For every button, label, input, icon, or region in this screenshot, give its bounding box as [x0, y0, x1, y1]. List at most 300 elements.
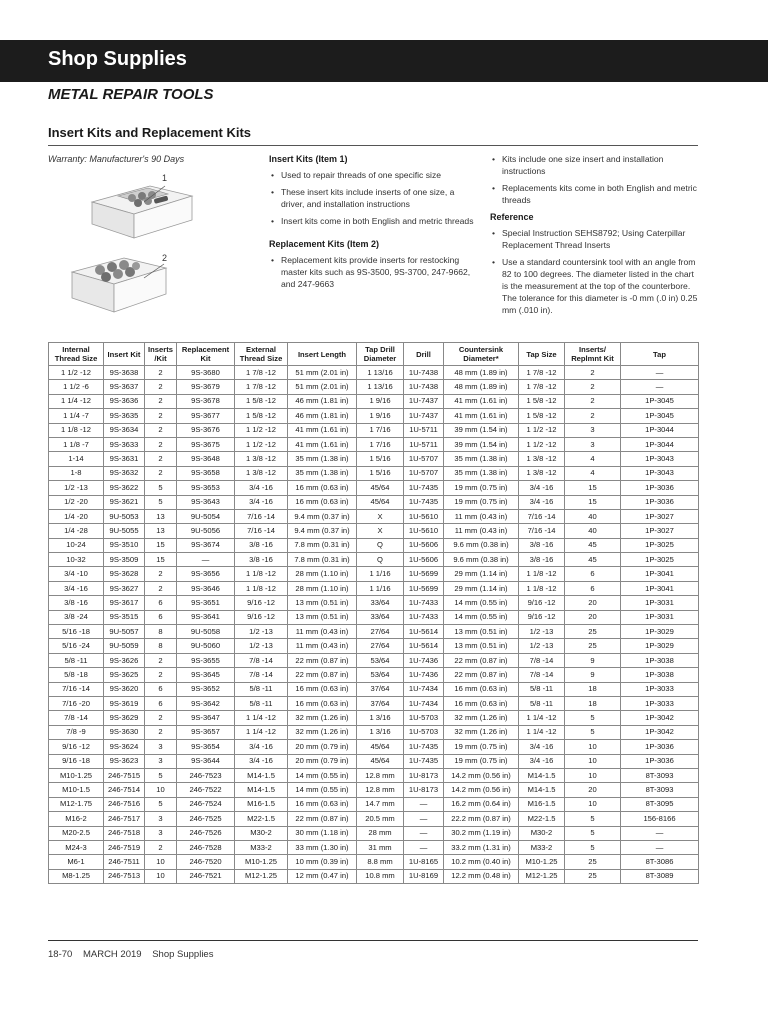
- table-cell: 45: [565, 553, 621, 567]
- table-cell: 18: [565, 682, 621, 696]
- table-cell: 10-24: [49, 538, 104, 552]
- table-cell: 3/8 -24: [49, 610, 104, 624]
- table-cell: 19 mm (0.75 in): [444, 754, 519, 768]
- table-cell: 1 7/16: [357, 437, 404, 451]
- table-cell: 19 mm (0.75 in): [444, 740, 519, 754]
- table-cell: 10.8 mm: [357, 869, 404, 883]
- table-cell: 25: [565, 855, 621, 869]
- table-cell: 9/16 -18: [49, 754, 104, 768]
- table-cell: 35 mm (1.38 in): [444, 466, 519, 480]
- table-cell: 1U-7438: [404, 380, 444, 394]
- table-cell: 9S-3680: [177, 366, 235, 380]
- table-cell: 15: [565, 481, 621, 495]
- table-cell: 20: [565, 610, 621, 624]
- table-cell: 1U-7435: [404, 495, 444, 509]
- divider: [48, 145, 698, 146]
- table-cell: 1U-5614: [404, 625, 444, 639]
- table-cell: 11 mm (0.43 in): [444, 524, 519, 538]
- table-cell: M10-1.25: [49, 768, 104, 782]
- table-cell: 10: [565, 740, 621, 754]
- table-cell: 5: [565, 711, 621, 725]
- table-row: [49, 509, 699, 523]
- table-cell: 1/2 -13: [49, 481, 104, 495]
- table-cell: 16 mm (0.63 in): [288, 481, 357, 495]
- table-cell: 1P-3036: [621, 481, 699, 495]
- table-cell: 1 7/8 -12: [519, 380, 565, 394]
- table-cell: 22 mm (0.87 in): [288, 668, 357, 682]
- table-cell: 1U-7438: [404, 366, 444, 380]
- table-cell: 3: [565, 423, 621, 437]
- table-cell: 1 1/2 -12: [235, 423, 288, 437]
- table-cell: M10-1.5: [49, 783, 104, 797]
- table-cell: 1 1/2 -12: [235, 437, 288, 451]
- table-cell: 9/16 -12: [235, 596, 288, 610]
- table-cell: 30.2 mm (1.19 in): [444, 826, 519, 840]
- table-cell: 1P-3036: [621, 740, 699, 754]
- column-header: Internal Thread Size: [49, 343, 104, 366]
- table-cell: 3/8 -16: [235, 538, 288, 552]
- table-cell: 11 mm (0.43 in): [288, 625, 357, 639]
- table-cell: 28 mm (1.10 in): [288, 567, 357, 581]
- table-cell: 30 mm (1.18 in): [288, 826, 357, 840]
- table-cell: 7.8 mm (0.31 in): [288, 553, 357, 567]
- table-cell: 16 mm (0.63 in): [444, 696, 519, 710]
- table-cell: 5/16 -18: [49, 625, 104, 639]
- table-cell: 1U-7436: [404, 653, 444, 667]
- table-cell: 9S-3510: [104, 538, 145, 552]
- table-cell: 1U-5707: [404, 452, 444, 466]
- table-cell: 6: [145, 682, 177, 696]
- table-cell: 19 mm (0.75 in): [444, 495, 519, 509]
- callout-line-1: [140, 184, 170, 204]
- table-cell: 1 3/8 -12: [235, 452, 288, 466]
- table-cell: 46 mm (1.81 in): [288, 409, 357, 423]
- table-cell: 31 mm: [357, 840, 404, 854]
- table-cell: M12-1.75: [49, 797, 104, 811]
- table-cell: 35 mm (1.38 in): [288, 452, 357, 466]
- list-item: • Insert kits come in both English and metric threads: [269, 215, 479, 227]
- table-cell: 1 13/16: [357, 366, 404, 380]
- table-cell: 9S-3653: [177, 481, 235, 495]
- footer-section: Shop Supplies: [152, 949, 214, 960]
- column-header: Inserts/ Replmnt Kit: [565, 343, 621, 366]
- table-cell: 6: [565, 581, 621, 595]
- table-cell: 4: [565, 452, 621, 466]
- table-cell: 2: [565, 394, 621, 408]
- table-cell: 1 1/8 -7: [49, 437, 104, 451]
- table-cell: 20: [565, 596, 621, 610]
- table-cell: 3/4 -16: [235, 740, 288, 754]
- table-cell: M14-1.5: [235, 768, 288, 782]
- table-cell: 1U-5614: [404, 639, 444, 653]
- table-cell: 1 1/4 -7: [49, 409, 104, 423]
- table-cell: 9S-3633: [104, 437, 145, 451]
- table-row: [49, 466, 699, 480]
- table-cell: 246-7525: [177, 812, 235, 826]
- table-cell: 1U-7435: [404, 740, 444, 754]
- table-cell: 3/4 -10: [49, 567, 104, 581]
- table-cell: X: [357, 524, 404, 538]
- table-cell: 45/64: [357, 740, 404, 754]
- table-cell: M10-1.25: [235, 855, 288, 869]
- table-cell: —: [621, 826, 699, 840]
- table-cell: 33.2 mm (1.31 in): [444, 840, 519, 854]
- table-cell: 1U-5610: [404, 509, 444, 523]
- table-cell: 7/8 -14: [235, 668, 288, 682]
- table-cell: 9U-5054: [177, 509, 235, 523]
- table-row: [49, 696, 699, 710]
- table-cell: 20: [565, 783, 621, 797]
- table-cell: 1 1/8 -12: [519, 567, 565, 581]
- table-cell: 5: [565, 826, 621, 840]
- table-cell: 246-7524: [177, 797, 235, 811]
- table-cell: 2: [145, 452, 177, 466]
- table-cell: 16 mm (0.63 in): [444, 682, 519, 696]
- table-cell: 1P-3038: [621, 653, 699, 667]
- table-cell: 8.8 mm: [357, 855, 404, 869]
- table-cell: 1P-3025: [621, 538, 699, 552]
- table-cell: 7/8 -9: [49, 725, 104, 739]
- table-cell: 2: [145, 711, 177, 725]
- table-cell: 7/16 -14: [49, 682, 104, 696]
- table-cell: 2: [565, 380, 621, 394]
- table-cell: 53/64: [357, 668, 404, 682]
- page-header-title: Shop Supplies: [48, 48, 187, 70]
- table-cell: 48 mm (1.89 in): [444, 366, 519, 380]
- table-cell: 9S-3637: [104, 380, 145, 394]
- table-cell: 2: [565, 366, 621, 380]
- table-cell: 9/16 -12: [49, 740, 104, 754]
- table-cell: 8T-3095: [621, 797, 699, 811]
- section-title: METAL REPAIR TOOLS: [48, 86, 214, 103]
- table-cell: 35 mm (1.38 in): [288, 466, 357, 480]
- table-cell: 1/2 -13: [235, 625, 288, 639]
- table-row: [49, 639, 699, 653]
- column-header: Tap Size: [519, 343, 565, 366]
- table-cell: 9S-3630: [104, 725, 145, 739]
- table-cell: 1U-7434: [404, 696, 444, 710]
- table-row: [49, 366, 699, 380]
- table-cell: 156-8166: [621, 812, 699, 826]
- footer-date: MARCH 2019: [82, 949, 142, 960]
- table-cell: 5: [145, 768, 177, 782]
- table-row: [49, 481, 699, 495]
- table-cell: 7/16 -20: [49, 696, 104, 710]
- table-cell: 5/8 -11: [519, 696, 565, 710]
- table-cell: 9S-3626: [104, 653, 145, 667]
- column-header: Replacement Kit: [177, 343, 235, 366]
- table-cell: 9/16 -12: [235, 610, 288, 624]
- column-header: Insert Kit: [104, 343, 145, 366]
- table-cell: 6: [565, 567, 621, 581]
- table-cell: 2: [145, 840, 177, 854]
- table-cell: 5: [145, 495, 177, 509]
- table-cell: —: [404, 826, 444, 840]
- table-cell: 1P-3042: [621, 725, 699, 739]
- table-cell: 9S-3641: [177, 610, 235, 624]
- table-cell: 1U-5610: [404, 524, 444, 538]
- table-cell: 246-7521: [177, 869, 235, 883]
- table-cell: 16 mm (0.63 in): [288, 696, 357, 710]
- insert-kits-heading: Insert Kits (Item 1): [269, 154, 348, 164]
- column-header: Tap: [621, 343, 699, 366]
- table-cell: 9S-3644: [177, 754, 235, 768]
- table-cell: 3/4 -16: [519, 495, 565, 509]
- table-cell: 1P-3045: [621, 409, 699, 423]
- table-row: [49, 380, 699, 394]
- table-cell: 9S-3627: [104, 581, 145, 595]
- table-row: [49, 725, 699, 739]
- column-header: Inserts /Kit: [145, 343, 177, 366]
- table-cell: 1P-3036: [621, 754, 699, 768]
- table-cell: 5: [565, 725, 621, 739]
- table-cell: 2: [145, 380, 177, 394]
- table-cell: 9.4 mm (0.37 in): [288, 509, 357, 523]
- table-cell: 51 mm (2.01 in): [288, 380, 357, 394]
- table-cell: 1 9/16: [357, 409, 404, 423]
- table-cell: Q: [357, 553, 404, 567]
- table-cell: —: [404, 812, 444, 826]
- table-cell: 32 mm (1.26 in): [444, 725, 519, 739]
- table-cell: 2: [145, 366, 177, 380]
- table-cell: 13: [145, 524, 177, 538]
- replacement-kits-heading: Replacement Kits (Item 2): [269, 239, 380, 249]
- table-cell: 1 1/4 -12: [49, 394, 104, 408]
- table-cell: 39 mm (1.54 in): [444, 423, 519, 437]
- list-item: • Kits include one size insert and installation instructions: [490, 153, 700, 177]
- table-cell: 1 1/4 -12: [235, 725, 288, 739]
- table-cell: 1 1/2 -12: [519, 423, 565, 437]
- table-cell: 22 mm (0.87 in): [288, 812, 357, 826]
- table-cell: 37/64: [357, 682, 404, 696]
- table-cell: 5/8 -11: [49, 653, 104, 667]
- table-cell: 5: [565, 840, 621, 854]
- table-cell: 12.2 mm (0.48 in): [444, 869, 519, 883]
- table-row: [49, 553, 699, 567]
- table-cell: 1U-7435: [404, 481, 444, 495]
- table-cell: 5/8 -18: [49, 668, 104, 682]
- table-cell: 9/16 -12: [519, 610, 565, 624]
- table-cell: 1 3/16: [357, 711, 404, 725]
- table-cell: 3: [145, 754, 177, 768]
- table-row: [49, 538, 699, 552]
- table-cell: 1 3/8 -12: [519, 466, 565, 480]
- table-cell: 1P-3031: [621, 610, 699, 624]
- table-cell: 1P-3043: [621, 452, 699, 466]
- table-cell: 7/8 -14: [235, 653, 288, 667]
- table-cell: 1 1/4 -12: [235, 711, 288, 725]
- table-cell: 45/64: [357, 754, 404, 768]
- table-cell: 9S-3629: [104, 711, 145, 725]
- table-cell: 15: [145, 553, 177, 567]
- table-cell: 9S-3657: [177, 725, 235, 739]
- table-cell: 5/8 -11: [519, 682, 565, 696]
- table-cell: 3/8 -16: [519, 538, 565, 552]
- table-cell: M30-2: [519, 826, 565, 840]
- table-cell: 9S-3515: [104, 610, 145, 624]
- table-cell: 1 9/16: [357, 394, 404, 408]
- table-cell: 1P-3029: [621, 639, 699, 653]
- table-cell: 41 mm (1.61 in): [288, 437, 357, 451]
- table-cell: 1P-3027: [621, 524, 699, 538]
- table-cell: 1 3/16: [357, 725, 404, 739]
- table-cell: 1U-8173: [404, 783, 444, 797]
- table-cell: 3/8 -16: [519, 553, 565, 567]
- table-cell: 14.2 mm (0.56 in): [444, 783, 519, 797]
- table-cell: 1U-5606: [404, 538, 444, 552]
- table-cell: 48 mm (1.89 in): [444, 380, 519, 394]
- table-cell: 10.2 mm (0.40 in): [444, 855, 519, 869]
- parts-table-body: [49, 366, 699, 884]
- table-cell: 2: [145, 725, 177, 739]
- table-row: [49, 524, 699, 538]
- table-cell: 9S-3677: [177, 409, 235, 423]
- table-cell: 11 mm (0.43 in): [288, 639, 357, 653]
- table-cell: 3/4 -16: [235, 754, 288, 768]
- table-cell: M8-1.25: [49, 869, 104, 883]
- table-cell: 10: [565, 797, 621, 811]
- table-cell: 5: [145, 797, 177, 811]
- table-cell: 2: [145, 437, 177, 451]
- table-cell: M22-1.5: [519, 812, 565, 826]
- table-cell: 29 mm (1.14 in): [444, 567, 519, 581]
- table-cell: 3: [145, 740, 177, 754]
- table-cell: 1-14: [49, 452, 104, 466]
- table-cell: M33-2: [235, 840, 288, 854]
- table-cell: X: [357, 509, 404, 523]
- table-cell: 1 7/8 -12: [235, 366, 288, 380]
- table-row: [49, 754, 699, 768]
- table-cell: 1P-3041: [621, 567, 699, 581]
- table-row: [49, 625, 699, 639]
- table-cell: 1 1/8 -12: [519, 581, 565, 595]
- table-cell: 20.5 mm: [357, 812, 404, 826]
- table-cell: 1 5/8 -12: [519, 394, 565, 408]
- table-cell: 246-7528: [177, 840, 235, 854]
- table-row: [49, 812, 699, 826]
- table-cell: 32 mm (1.26 in): [444, 711, 519, 725]
- table-cell: 8T-3089: [621, 869, 699, 883]
- table-cell: 2: [145, 423, 177, 437]
- table-cell: 1 5/8 -12: [235, 409, 288, 423]
- warranty-note: Warranty: Manufacturer's 90 Days: [48, 154, 185, 164]
- table-cell: 9S-3619: [104, 696, 145, 710]
- table-cell: 1 1/8 -12: [235, 567, 288, 581]
- table-cell: 25: [565, 639, 621, 653]
- table-cell: 2: [145, 394, 177, 408]
- table-cell: 13: [145, 509, 177, 523]
- table-cell: 53/64: [357, 653, 404, 667]
- table-cell: 9S-3625: [104, 668, 145, 682]
- footer-divider: [48, 940, 698, 941]
- table-cell: 1 3/8 -12: [519, 452, 565, 466]
- table-cell: 1P-3027: [621, 509, 699, 523]
- table-row: [49, 668, 699, 682]
- table-cell: 9S-3645: [177, 668, 235, 682]
- table-cell: 2: [145, 668, 177, 682]
- table-cell: 10: [145, 783, 177, 797]
- table-row: [49, 869, 699, 883]
- subsection-title: Insert Kits and Replacement Kits: [48, 125, 251, 140]
- table-cell: 1U-8173: [404, 768, 444, 782]
- list-item: • Replacements kits come in both English and metric threads: [490, 182, 700, 206]
- table-cell: 13 mm (0.51 in): [288, 596, 357, 610]
- table-cell: 9S-3620: [104, 682, 145, 696]
- table-cell: 1 3/8 -12: [235, 466, 288, 480]
- table-cell: 10: [145, 869, 177, 883]
- table-cell: Q: [357, 538, 404, 552]
- table-cell: 9S-3658: [177, 466, 235, 480]
- table-cell: 25: [565, 625, 621, 639]
- list-item: • Use a standard countersink tool with an angle from 82 to 100 degrees. The diameter listed in the chart is the measurement at the top of the counterbore. The tolerance for this diameter is -0 mm (.0 in) 0.25 mm (.010 in).: [490, 256, 700, 316]
- table-cell: 9S-3636: [104, 394, 145, 408]
- table-cell: 246-7520: [177, 855, 235, 869]
- table-row: [49, 783, 699, 797]
- table-cell: —: [621, 366, 699, 380]
- table-cell: 1/2 -20: [49, 495, 104, 509]
- table-cell: 246-7523: [177, 768, 235, 782]
- table-cell: 16.2 mm (0.64 in): [444, 797, 519, 811]
- table-cell: 7.8 mm (0.31 in): [288, 538, 357, 552]
- table-cell: 32 mm (1.26 in): [288, 725, 357, 739]
- table-cell: 15: [565, 495, 621, 509]
- table-cell: M6-1: [49, 855, 104, 869]
- table-cell: 8: [145, 625, 177, 639]
- table-cell: 28 mm: [357, 826, 404, 840]
- table-cell: 41 mm (1.61 in): [444, 409, 519, 423]
- table-cell: 41 mm (1.61 in): [288, 423, 357, 437]
- table-cell: 18: [565, 696, 621, 710]
- table-cell: 9S-3651: [177, 596, 235, 610]
- table-cell: —: [621, 840, 699, 854]
- table-cell: 8: [145, 639, 177, 653]
- table-cell: 10: [565, 754, 621, 768]
- table-cell: 46 mm (1.81 in): [288, 394, 357, 408]
- table-cell: 35 mm (1.38 in): [444, 452, 519, 466]
- table-cell: 1U-7436: [404, 668, 444, 682]
- table-row: [49, 840, 699, 854]
- table-cell: 1U-5699: [404, 567, 444, 581]
- table-row: [49, 495, 699, 509]
- table-cell: 9U-5053: [104, 509, 145, 523]
- table-cell: 9U-5058: [177, 625, 235, 639]
- table-cell: 1U-7435: [404, 754, 444, 768]
- table-cell: 14 mm (0.55 in): [444, 596, 519, 610]
- table-cell: 11 mm (0.43 in): [444, 509, 519, 523]
- table-cell: 1P-3038: [621, 668, 699, 682]
- table-row: [49, 409, 699, 423]
- table-cell: 3: [565, 437, 621, 451]
- table-cell: 13 mm (0.51 in): [444, 625, 519, 639]
- page-number: 18-70: [48, 949, 73, 960]
- table-cell: M14-1.5: [519, 783, 565, 797]
- table-cell: 1 1/2 -12: [49, 366, 104, 380]
- table-cell: 9S-3628: [104, 567, 145, 581]
- parts-table: [48, 342, 699, 884]
- table-cell: 10 mm (0.39 in): [288, 855, 357, 869]
- column-header: Tap Drill Diameter: [357, 343, 404, 366]
- table-cell: 9U-5059: [104, 639, 145, 653]
- table-cell: 5/8 -11: [235, 696, 288, 710]
- table-cell: 1U-5707: [404, 466, 444, 480]
- table-cell: 27/64: [357, 625, 404, 639]
- table-cell: 9S-3656: [177, 567, 235, 581]
- table-cell: 1 1/4 -12: [519, 711, 565, 725]
- table-cell: 5: [565, 812, 621, 826]
- table-cell: 6: [145, 696, 177, 710]
- table-cell: 1-8: [49, 466, 104, 480]
- table-cell: 8T-3086: [621, 855, 699, 869]
